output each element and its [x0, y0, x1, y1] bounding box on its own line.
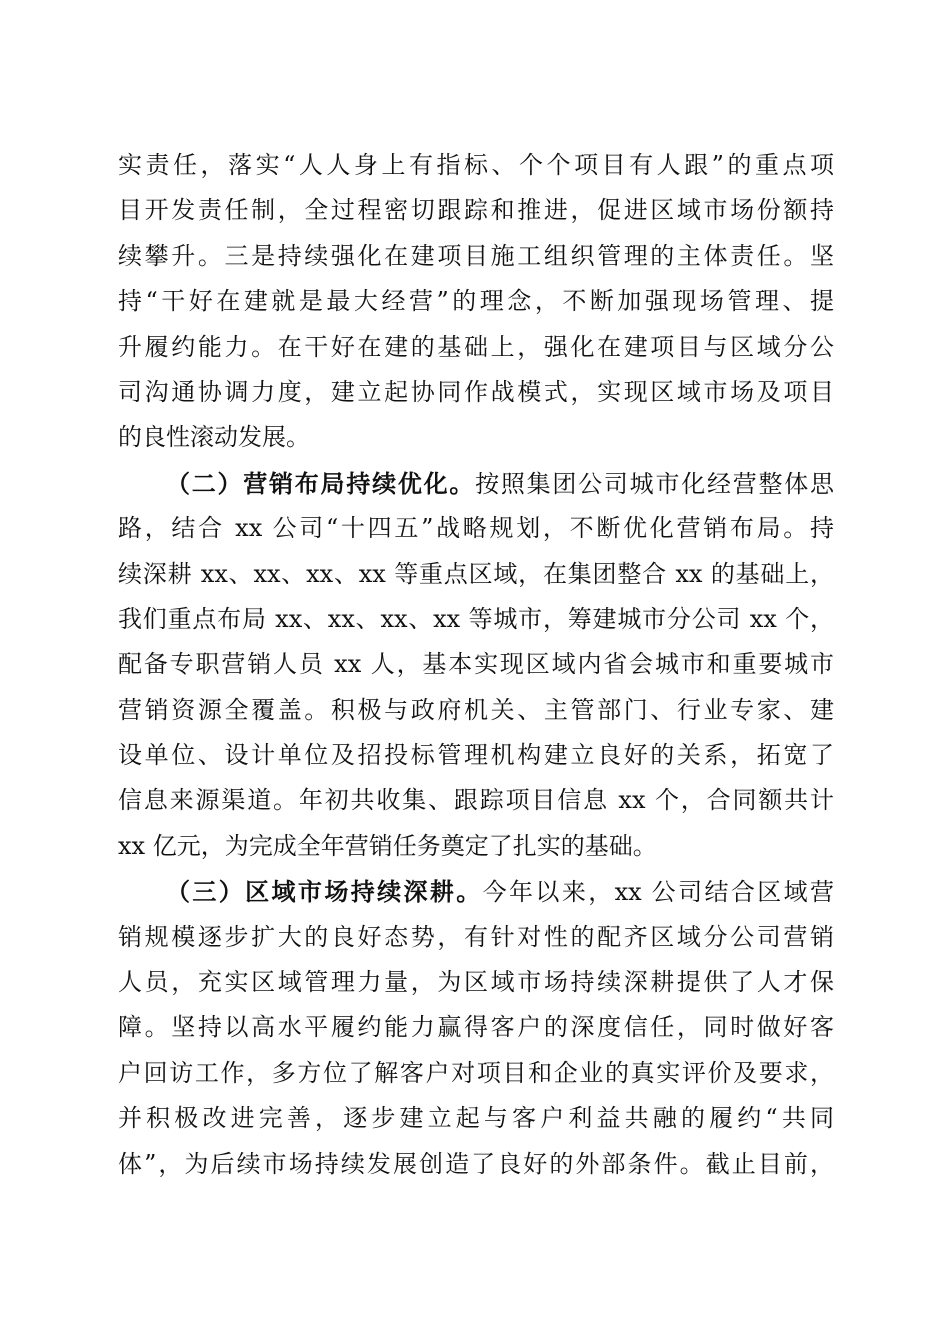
text-line: 设单位、设计单位及招投标管理机构建立良好的关系，拓宽了 — [118, 741, 834, 770]
text-line: 并积极改进完善，逐步建立起与客户利益共融的履约“共同 — [118, 1104, 834, 1133]
paragraph-1 — [118, 143, 834, 461]
text-line: 障。坚持以高水平履约能力赢得客户的深度信任，同时做好客 — [118, 1013, 834, 1042]
text-line: 续攀升。三是持续强化在建项目施工组织管理的主体责任。坚 — [118, 241, 834, 270]
text-line: 实责任，落实“人人身上有指标、个个项目有人跟”的重点项 — [118, 151, 834, 179]
text-line: 路，结合 xx 公司“十四五”战略规划，不断优化营销布局。持 — [118, 514, 834, 543]
text-line: 销规模逐步扩大的良好态势，有针对性的配齐区域分公司营销 — [118, 922, 834, 951]
section-heading: （二）营销布局持续优化。 — [166, 468, 476, 498]
text-line: 配备专职营销人员 xx 人，基本实现区域内省会城市和重要城市 — [118, 650, 834, 679]
text-line: 我们重点布局 xx、xx、xx、xx 等城市，筹建城市分公司 xx 个， — [118, 604, 834, 633]
text-line: 人员，充实区域管理力量，为区域市场持续深耕提供了人才保 — [118, 968, 834, 997]
text-line: 持“干好在建就是最大经营”的理念，不断加强现场管理、提 — [118, 287, 834, 316]
text-line: 续深耕 xx、xx、xx、xx 等重点区域，在集团整合 xx 的基础上， — [118, 559, 834, 588]
text-line: 户回访工作，多方位了解客户对项目和企业的真实评价及要求， — [118, 1058, 834, 1087]
text-span: 按照集团公司城市化经营整体思 — [475, 469, 835, 498]
text-span: 今年以来，xx 公司结合区域营 — [482, 878, 835, 907]
text-line: 的良性滚动发展。 — [118, 423, 310, 452]
paragraph-3 — [118, 869, 834, 1187]
document-page — [118, 143, 834, 1187]
text-line: 信息来源渠道。年初共收集、跟踪项目信息 xx 个，合同额共计 — [118, 786, 834, 815]
text-line: xx 亿元，为完成全年营销任务奠定了扎实的基础。 — [118, 831, 657, 860]
section-heading: （三）区域市场持续深耕。 — [166, 877, 483, 907]
text-line: 体”，为后续市场持续发展创造了良好的外部条件。截止目前， — [118, 1149, 834, 1178]
text-line — [118, 461, 834, 506]
text-line: 司沟通协调力度，建立起协同作战模式，实现区域市场及项目 — [118, 377, 834, 406]
paragraph-2 — [118, 461, 834, 870]
text-line: 营销资源全覆盖。积极与政府机关、主管部门、行业专家、建 — [118, 695, 834, 724]
text-line: 升履约能力。在干好在建的基础上，强化在建项目与区域分公 — [118, 332, 834, 361]
text-line — [118, 869, 834, 914]
text-line: 目开发责任制，全过程密切跟踪和推进，促进区域市场份额持 — [118, 196, 834, 225]
